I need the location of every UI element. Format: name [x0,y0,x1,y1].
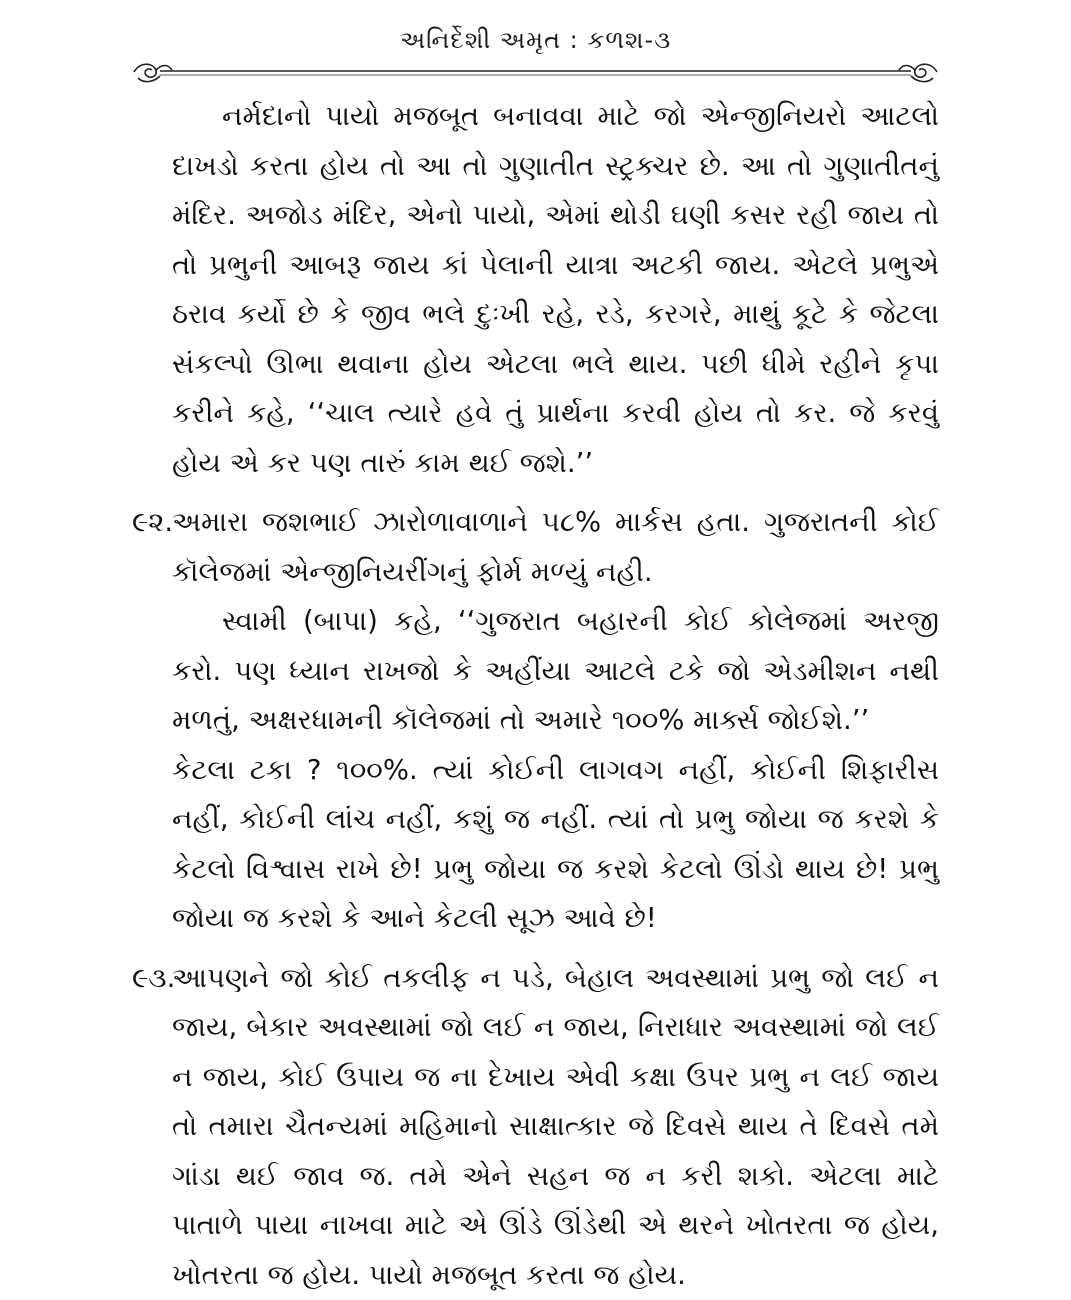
item-92-paragraph-3: કેટલા ટકા ? ૧૦૦%. ત્યાં કોઈની લાગવગ નહીં, કોઈની શિફારીસ નહીં, કોઈની લાંચ નહીં, કશું જ નહીં. ત્યાં તો પ્રભુ જોયા જ કરશે કે કેટલો વિશ્વાસ રાખે છે! પ્રભુ જોયા જ કરશે કેટલો ઊંડો થાય છે! પ્રભુ જોયા જ કરશે કે આને કેટલી સૂઝ આવે છે! [172,746,939,944]
item-92-paragraph-2: સ્વામી (બાપા) કહે, ‘‘ગુજરાત બહારની કોઈ કોલેજમાં અરજી કરો. પણ ધ્યાન રાખજો કે અહીંયા આટલે ટકે જો એડમીશન નથી મળતું, અક્ષરધામની કૉલેજમાં તો અમારે ૧૦૦% માર્ક્સ જોઈશે.’’ [172,597,939,746]
item-number-93: ૯૩. [132,954,175,1004]
numbered-item-93 [172,954,939,1300]
item-92-text: અમારા જશભાઈ ઝારોળાવાળાને ૫૮% માર્કસ હતા. ગુજરાતની કોઈ કૉલેજમાં એન્જીનિયરીંગનું ફોર્મ મળ્યું નહી. [172,506,939,588]
header-ornament-rule-icon [130,56,941,86]
numbered-item-92 [172,498,939,597]
page-content [0,92,1071,1300]
item-number-92: ૯૨. [132,498,173,548]
paragraph-intro: નર્મદાનો પાયો મજબૂત બનાવવા માટે જો એન્જીનિયરો આટલો દાખડો કરતા હોય તો આ તો ગુણાતીત સ્ટ્રક્ચર છે. આ તો ગુણાતીતનું મંદિર. અજોડ મંદિર, એનો પાયો, એમાં થોડી ઘણી કસર રહી જાય તો તો પ્રભુની આબરૂ જાય કાં પેલાની યાત્રા અટકી જાય. એટલે પ્રભુએ ઠરાવ કર્યો છે કે જીવ ભલે દુઃખી રહે, રડે, કરગરે, માથું કૂટે કે જેટલા સંકલ્પો ઊભા થવાના હોય એટલા ભલે થાય. પછી ધીમે રહીને કૃપા કરીને કહે, ‘‘ચાલ ત્યારે હવે તું પ્રાર્થના કરવી હોય તો કર. જે કરવું હોય એ કર પણ તારું કામ થઈ જશે.’’ [172,92,939,488]
item-93-text: આપણને જો કોઈ તકલીફ ન પડે, બેહાલ અવસ્થામાં પ્રભુ જો લઈ ન જાય, બેકાર અવસ્થામાં જો લઈ ન જાય, નિરાધાર અવસ્થામાં જો લઈ ન જાય, કોઈ ઉપાય જ ના દેખાય એવી કક્ષા ઉપર પ્રભુ ન લઈ જાય તો તમારા ચૈતન્યમાં મહિમાનો સાક્ષાત્કાર જે દિવસે થાય તે દિવસે તમે ગાંડા થઈ જાવ જ. તમે એને સહન જ ન કરી શકો. એટલા માટે પાતાળે પાયા નાખવા માટે એ ઊંડે ઊંડેથી એ થરને ખોતરતા જ હોય, ખોતરતા જ હોય. પાયો મજબૂત કરતા જ હોય. [172,962,939,1291]
running-title: અનિર્દેશી અમૃત : કળશ-૩ [0,26,1071,54]
